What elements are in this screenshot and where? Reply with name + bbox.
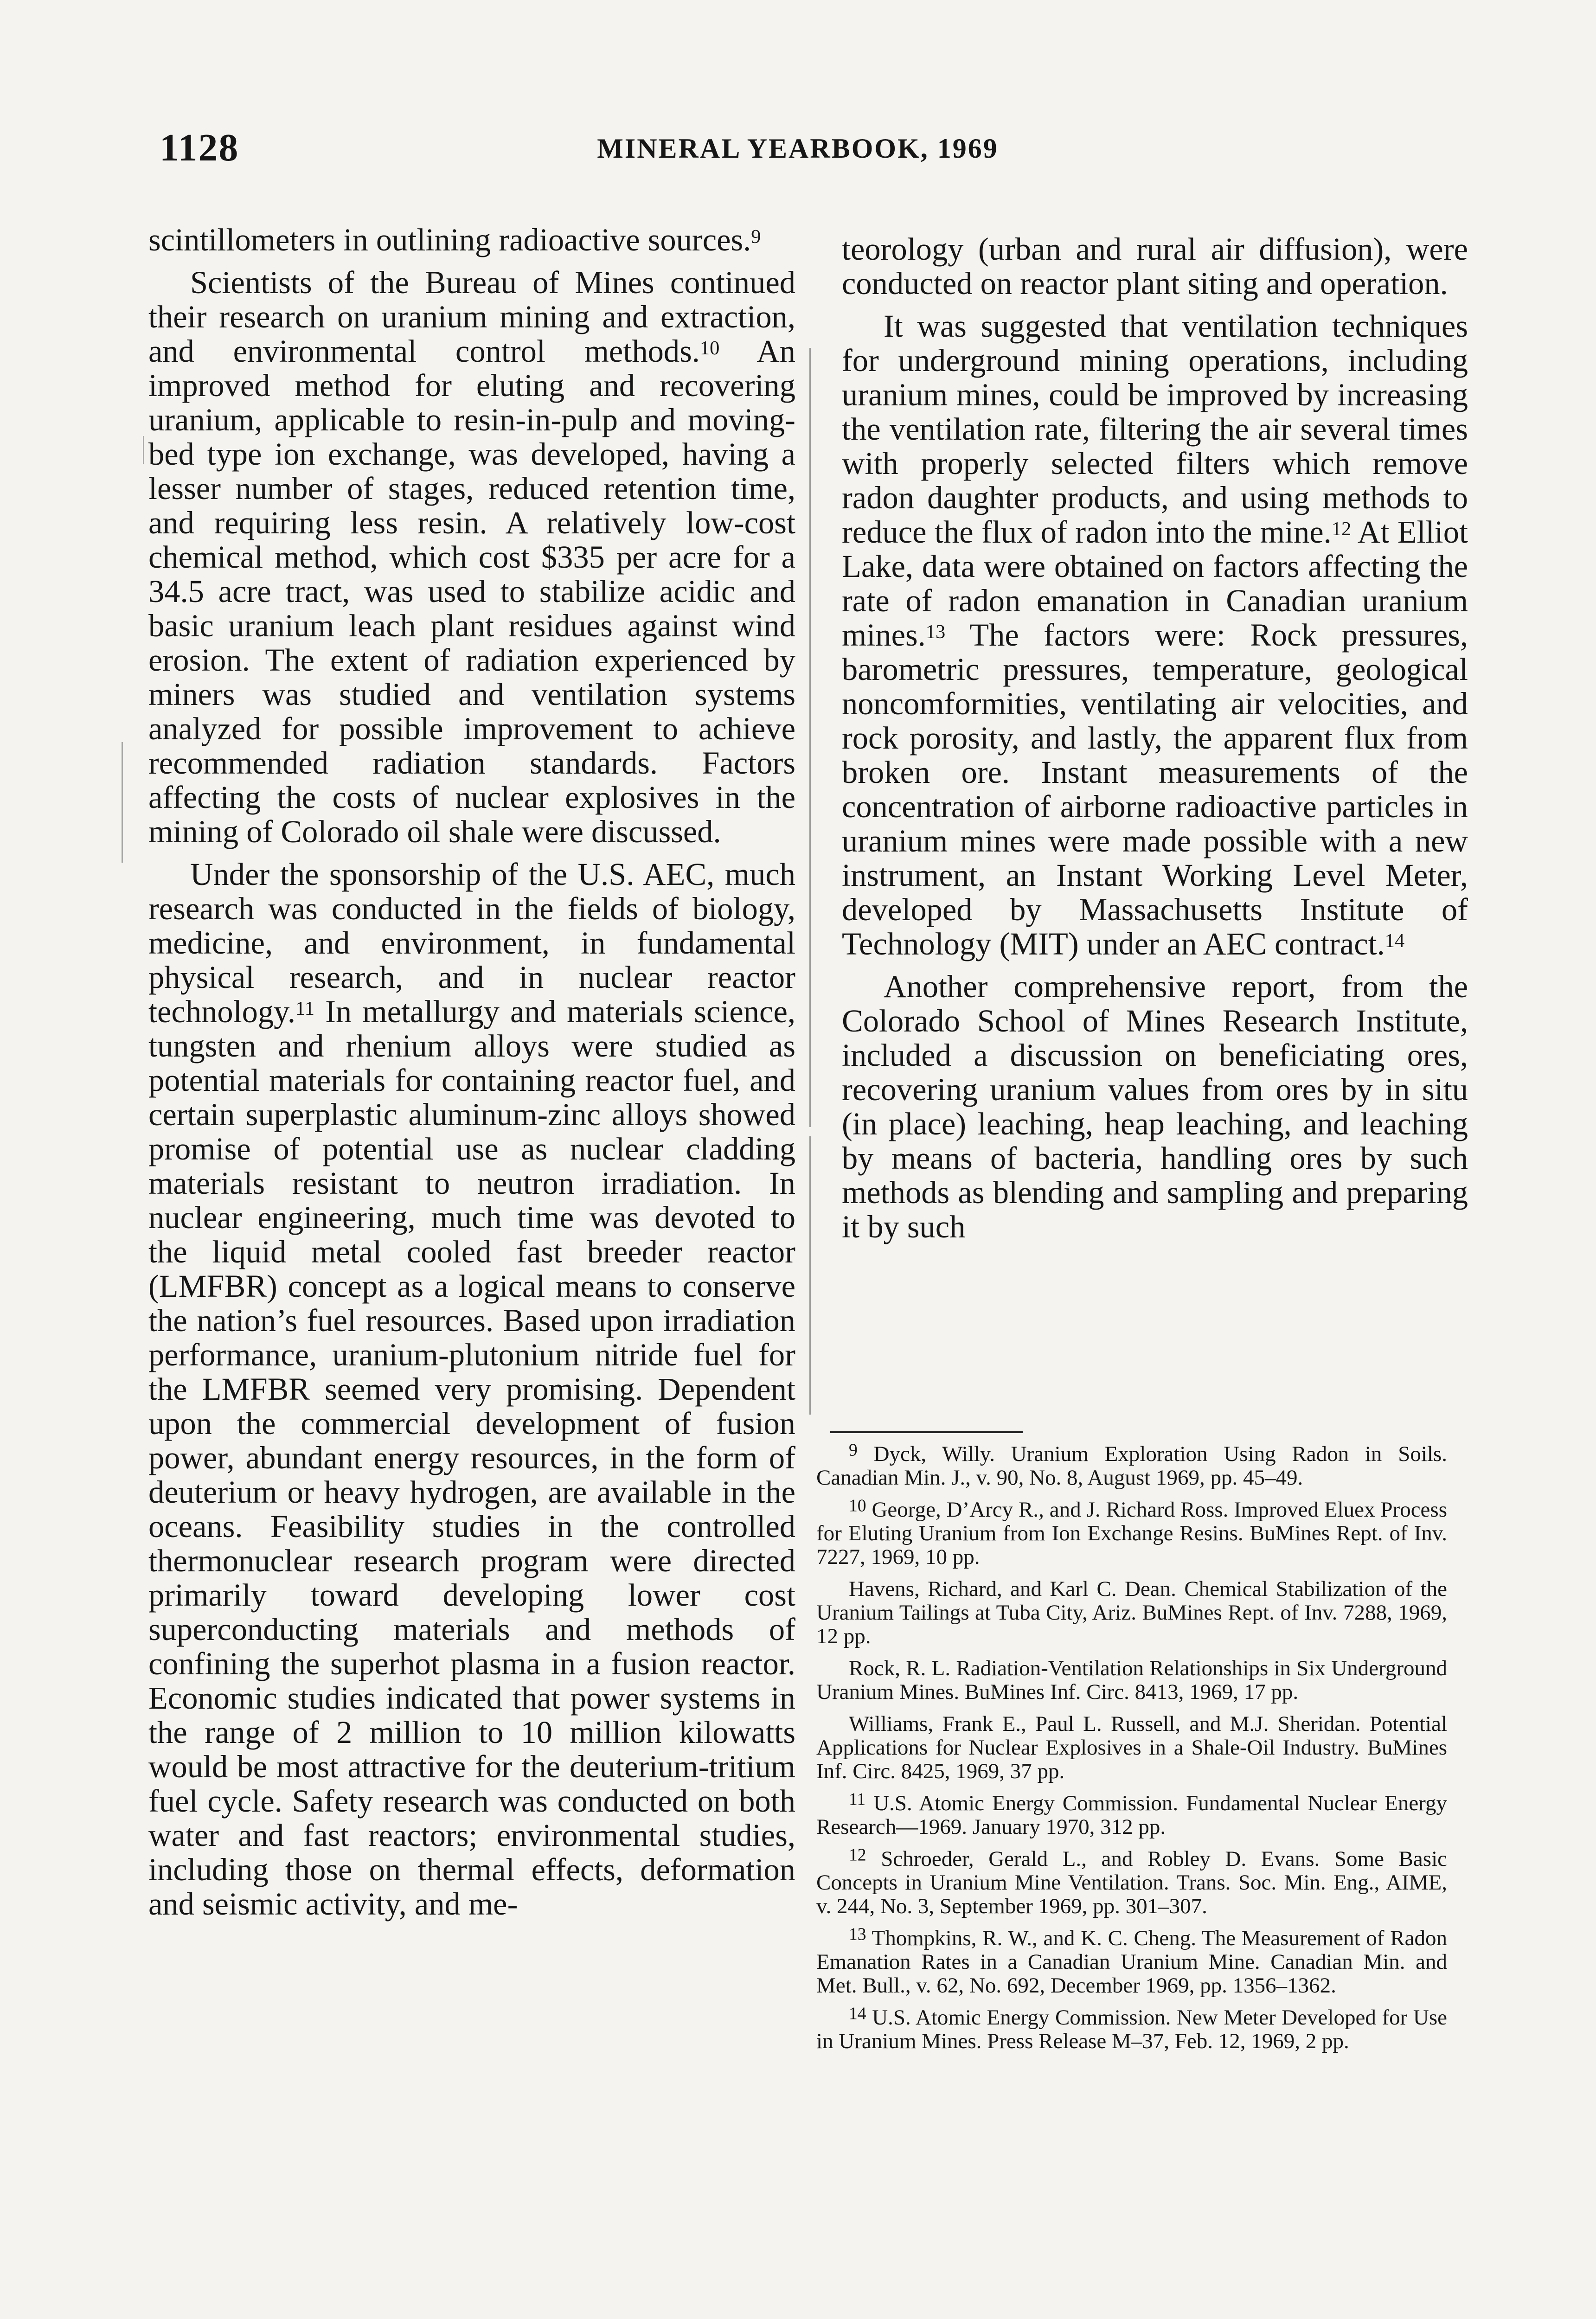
footnote: $^{12}$ Schroeder, Gerald L., and Robley D. Evans. Some Basic Concepts in Uranium Mine Ventilation. Trans. Soc. Min. Eng., AIME, v. 244, No. 3, September 1969, pp. 301–307. (816, 1845, 1448, 1918)
footnote-ref: 13 (925, 621, 946, 643)
footnote-ref: 9 (751, 225, 761, 248)
paragraph-5: It was suggested that ventilation techniques for underground mining operations, including uranium mines, could be improved by increasing the ventilation rate, filtering the air several times with properly selected filters which remove radon daughter products, and using methods to reduce the flux of radon into the mine.$^{12}$ At Elliot Lake, data were obtained on factors affecting the rate of radon emanation in Canadian uranium mines.$^{13}$ The factors were: Rock pressures, barometric pressures, temperature, geological noncomformities, ventilating air velocities, and rock porosity, and lastly, the apparent flux from broken ore. Instant measurements of the concentration of airborne radioactive particles in uranium mines were made possible with a new instrument, an Instant Working Level Meter, developed by Massachusetts Institute of Technology (MIT) under an AEC contract.$^{14}$ (842, 308, 1468, 961)
footnote: $^{11}$ U.S. Atomic Energy Commission. Fundamental Nuclear Energy Research—1969. January 1970, 312 pp. (816, 1790, 1447, 1839)
footnote-ref: 10 (699, 337, 720, 359)
footnote-ref: 11 (295, 997, 314, 1019)
page-number: 1128 (160, 126, 239, 169)
footnote: $^{14}$ U.S. Atomic Energy Commission. New Meter Developed for Use in Uranium Mines. Press Release M–37, Feb. 12, 1969, 2 pp. (816, 2004, 1447, 2053)
paragraph-6: Another comprehensive report, from the Colorado School of Mines Research Institute, included a discussion on beneficiating ores, recovering uranium values from ores by in situ (in place) leaching, heap leaching, and leaching by means of bacteria, handling ores by such methods as blending and sampling and preparing it by such (842, 969, 1468, 1244)
gutter-line (809, 1136, 811, 1415)
scan-mark (122, 742, 123, 863)
scan-mark (143, 436, 144, 464)
left-column (148, 223, 795, 1921)
paragraph-4: teorology (urban and rural air diffusion), were conducted on reactor plant siting and operation. (842, 231, 1468, 301)
footnote: $^{10}$ George, D’Arcy R., and J. Richard Ross. Improved Eluex Process for Eluting Uranium from Ion Exchange Resins. BuMines Rept. of Inv. 7227, 1969, 10 pp. (816, 1496, 1448, 1569)
gutter-line (809, 348, 811, 1127)
footnote: $^9$ Dyck, Willy. Uranium Exploration Using Radon in Soils. Canadian Min. J., v. 90, No. 8, August 1969, pp. 45–49. (816, 1441, 1448, 1490)
footnote-ref: 14 (1384, 929, 1405, 952)
paragraph-3: Under the sponsorship of the U.S. AEC, much research was conducted in the fields of biology, medicine, and environment, in fundamental physical research, and in nuclear reactor technology.$^{11}$ In metallurgy and materials science, tungsten and rhenium alloys were studied as potential materials for containing reactor fuel, and certain superplastic aluminum-zinc alloys showed promise of potential use as nuclear cladding materials resistant to neutron irradiation. In nuclear engineering, much time was devoted to the liquid metal cooled fast breeder reactor (LMFBR) concept as a logical means to conserve the nation’s fuel resources. Based upon irradiation performance, uranium-plutonium nitride fuel for the LMFBR seemed very promising. Dependent upon the commercial development of fusion power, abundant energy resources, in the form of deuterium or heavy hydrogen, are available in the oceans. Feasibility studies in the controlled thermonuclear research program were directed primarily toward developing lower cost superconducting materials and methods of confining the superhot plasma in a fusion reactor. Economic studies indicated that power systems in the range of 2 million to 10 million kilowatts would be most attractive for the deuterium-tritium fuel cycle. Safety research was conducted on both water and fast reactors; environmental studies, including those on thermal effects, deformation and seismic activity, and me- (148, 857, 795, 1922)
right-column (842, 232, 1468, 1244)
paragraph-2: Scientists of the Bureau of Mines continued their research on uranium mining and extraction, and environmental control methods.$^{10}$ An improved method for eluting and recovering uranium, applicable to resin-in-pulp and moving-bed type ion exchange, was developed, having a lesser number of stages, reduced retention time, and requiring less resin. A relatively low-cost chemical method, which cost $335 per acre for a 34.5 acre tract, was used to stabilize acidic and basic uranium leach plant residues against wind erosion. The extent of radiation experienced by miners was studied and ventilation systems analyzed for possible improvement to achieve recommended radiation standards. Factors affecting the costs of nuclear explosives in the mining of Colorado oil shale were discussed. (148, 265, 795, 849)
running-title: MINERAL YEARBOOK, 1969 (597, 133, 999, 164)
footnote-rule (830, 1431, 1023, 1433)
footnote-ref: 12 (1331, 518, 1352, 540)
footnote: Havens, Richard, and Karl C. Dean. Chemical Stabilization of the Uranium Tailings at Tuba City, Ariz. BuMines Rept. of Inv. 7288, 1969, 12 pp. (816, 1577, 1447, 1648)
footnote: $^{13}$ Thompkins, R. W., and K. C. Cheng. The Measurement of Radon Emanation Rates in a Canadian Uranium Mine. Canadian Min. and Met. Bull., v. 62, No. 692, December 1969, pp. 1356–1362. (816, 1925, 1447, 1998)
footnote: Rock, R. L. Radiation-Ventilation Relationships in Six Underground Uranium Mines. BuMines Inf. Circ. 8413, 1969, 17 pp. (816, 1656, 1447, 1704)
paragraph-1: scintillometers in outlining radioactive sources.$^9$ (148, 222, 761, 257)
footnote: Williams, Frank E., Paul L. Russell, and M.J. Sheridan. Potential Applications for Nuclear Explosives in a Shale-Oil Industry. BuMines Inf. Circ. 8425, 1969, 37 pp. (816, 1712, 1447, 1783)
footnotes (816, 1442, 1447, 2062)
